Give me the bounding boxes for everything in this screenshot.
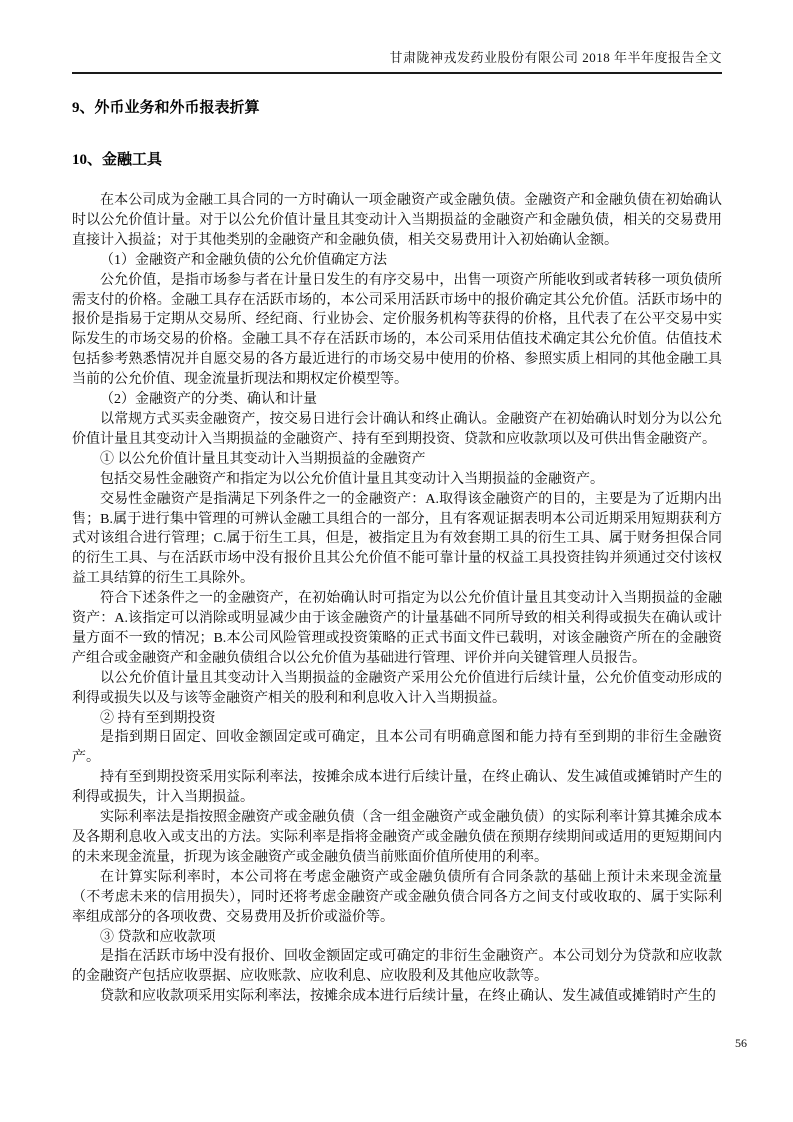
- paragraph-designation-conditions: 符合下述条件之一的金融资产，在初始确认时可指定为以公允价值计量且其变动计入当期损益的金融资产：A.该指定可以消除或明显减少由于该金融资产的计量基础不同所导致的相关利得或损失在确认或计量方面不一致的情况；B.本公司风险管理或投资策略的正式书面文件已载明，对该金融资产所在的金融资产组合或金融资产和金融负债组合以公允价值为基础进行管理、评价并向关键管理人员报告。: [72, 591, 722, 666]
- subheading-fair-value-method: （1）金融资产和金融负债的公允价值确定方法: [100, 252, 387, 268]
- paragraph-fair-value-definition: 公允价值，是指市场参与者在计量日发生的有序交易中，出售一项资产所能收到或者转移一项负债所需支付的价格。金融工具存在活跃市场的，本公司采用活跃市场中的报价确定其公允价值。活跃市场中的报价是指易于定期从交易所、经纪商、行业协会、定价服务机构等获得的价格，且代表了在公平交易中实际发生的市场交易的价格。金融工具不存在活跃市场的，本公司采用估值技术确定其公允价值。估值技术包括参考熟悉情况并自愿交易的各方最近进行的市场交易中使用的价格、参照实质上相同的其他金融工具当前的公允价值、现金流量折现法和期权定价模型等。: [72, 272, 722, 388]
- document-body: [72, 191, 722, 1007]
- section-heading-9-foreign-currency: 9、外币业务和外币报表折算: [72, 100, 260, 116]
- paragraph-fvtpl-scope: 包括交易性金融资产和指定为以公允价值计量且其变动计入当期损益的金融资产。: [100, 471, 604, 487]
- paragraph-initial-recognition: 在本公司成为金融工具合同的一方时确认一项金融资产或金融负债。金融资产和金融负债在初始确认时以公允价值计量。对于以公允价值计量且其变动计入当期损益的金融资产和金融负债，相关的交易费用直接计入损益；对于其他类别的金融资产和金融负债，相关交易费用计入初始确认金额。: [72, 193, 722, 248]
- report-title: 甘肃陇神戎发药业股份有限公司 2018 年半年度报告全文: [389, 50, 722, 65]
- paragraph-effective-interest-method: 实际利率法是指按照金融资产或金融负债（含一组金融资产或金融负债）的实际利率计算其摊余成本及各期利息收入或支出的方法。实际利率是指将金融资产或金融负债在预期存续期间或适用的更短期间内的未来现金流量，折现为该金融资产或金融负债当前账面价值所使用的利率。: [72, 810, 722, 865]
- section-heading-10-financial-instruments: 10、金融工具: [72, 152, 163, 168]
- page-header: [72, 50, 722, 74]
- subheading-classification-measurement: （2）金融资产的分类、确认和计量: [100, 392, 317, 408]
- paragraph-effective-interest-calculation: 在计算实际利率时，本公司将在考虑金融资产或金融负债所有合同条款的基础上预计未来现金流量（不考虑未来的信用损失），同时还将考虑金融资产或金融负债合同各方之间支付或收取的、属于实际利率组成部分的各项收费、交易费用及折价或溢价等。: [72, 869, 722, 925]
- paragraph-fvtpl-subsequent-measurement: 以公允价值计量且其变动计入当期损益的金融资产采用公允价值进行后续计量，公允价值变动形成的利得或损失以及与该等金融资产相关的股利和利息收入计入当期损益。: [72, 670, 722, 706]
- paragraph-loans-receivables-measurement: 贷款和应收款项采用实际利率法，按摊余成本进行后续计量，在终止确认、发生减值或摊销时产生的: [100, 989, 716, 1005]
- item-heading-fvtpl-assets: ① 以公允价值计量且其变动计入当期损益的金融资产: [100, 451, 426, 467]
- item-heading-loans-receivables: ③ 贷款和应收款项: [100, 929, 216, 945]
- page-number: 56: [735, 1036, 747, 1050]
- paragraph-htm-definition: 是指到期日固定、回收金额固定或可确定，且本公司有明确意图和能力持有至到期的非衍生金融资产。: [72, 730, 722, 766]
- paragraph-loans-receivables-definition: 是指在活跃市场中没有报价、回收金额固定或可确定的非衍生金融资产。本公司划分为贷款和应收款的金融资产包括应收票据、应收账款、应收利息、应收股利及其他应收款等。: [72, 949, 722, 985]
- item-heading-held-to-maturity: ② 持有至到期投资: [100, 710, 216, 726]
- paragraph-trading-assets-conditions: 交易性金融资产是指满足下列条件之一的金融资产：A.取得该金融资产的目的，主要是为了近期内出售；B.属于进行集中管理的可辨认金融工具组合的一部分，且有客观证据表明本公司近期采用短期获利方式对该组合进行管理；C.属于衍生工具，但是，被指定且为有效套期工具的衍生工具、属于财务担保合同的衍生工具、与在活跃市场中没有报价且其公允价值不能可靠计量的权益工具投资挂钩并须通过交付该权益工具结算的衍生工具除外。: [72, 491, 722, 587]
- paragraph-classification: 以常规方式买卖金融资产，按交易日进行会计确认和终止确认。金融资产在初始确认时划分为以公允价值计量且其变动计入当期损益的金融资产、持有至到期投资、贷款和应收款项以及可供出售金融资产。: [72, 411, 722, 447]
- paragraph-htm-measurement: 持有至到期投资采用实际利率法，按摊余成本进行后续计量，在终止确认、发生减值或摊销时产生的利得或损失，计入当期损益。: [72, 770, 722, 806]
